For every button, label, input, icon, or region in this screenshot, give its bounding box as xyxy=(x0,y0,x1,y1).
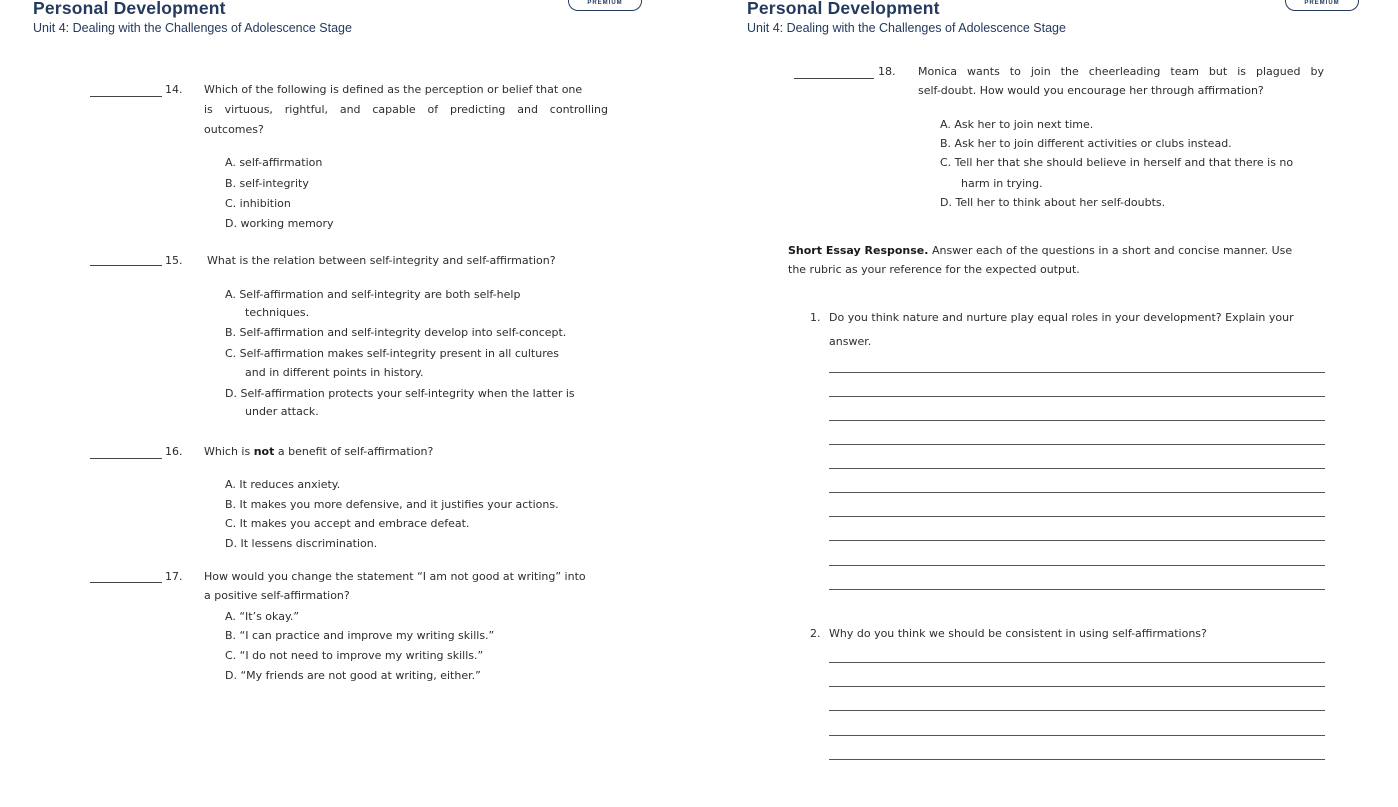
essay-question: Do you think nature and nurture play equal roles in your development? Explain your xyxy=(829,311,1294,324)
answer-blank[interactable] xyxy=(90,265,162,266)
option-a: A. It reduces anxiety. xyxy=(225,478,341,491)
question-number: 14. xyxy=(165,83,183,96)
page-title: Personal Development xyxy=(33,0,226,18)
option-b: B. Self-affirmation and self-integrity develop into self-concept. xyxy=(225,326,567,339)
option-c-cont: harm in trying. xyxy=(961,177,1043,190)
option-a: A. Ask her to join next time. xyxy=(940,118,1094,131)
premium-badge: PREMIUM xyxy=(1285,0,1359,11)
answer-line[interactable] xyxy=(829,516,1325,517)
answer-line[interactable] xyxy=(829,565,1325,566)
unit-subtitle: Unit 4: Dealing with the Challenges of Adolescence Stage xyxy=(747,21,1066,35)
option-c: C. inhibition xyxy=(225,197,291,210)
question-text: Monica wants to join the cheerleading team but is plagued by xyxy=(918,65,1324,78)
essay-instructions: the rubric as your reference for the expected output. xyxy=(788,263,1080,276)
question-text: How would you change the statement “I am not good at writing” into xyxy=(204,570,586,583)
answer-line[interactable] xyxy=(829,735,1325,736)
option-b: B. Ask her to join different activities or clubs instead. xyxy=(940,137,1232,150)
right-page xyxy=(700,0,1398,807)
answer-line[interactable] xyxy=(829,420,1325,421)
essay-question: Why do you think we should be consistent in using self-affirmations? xyxy=(829,627,1207,640)
answer-line[interactable] xyxy=(829,710,1325,711)
answer-line[interactable] xyxy=(829,589,1325,590)
unit-subtitle: Unit 4: Dealing with the Challenges of Adolescence Stage xyxy=(33,21,352,35)
answer-blank[interactable] xyxy=(90,96,162,97)
premium-badge: PREMIUM xyxy=(568,0,642,11)
option-d: D. Tell her to think about her self-doubts. xyxy=(940,196,1166,209)
answer-blank[interactable] xyxy=(90,582,162,583)
essay-number: 1. xyxy=(810,311,821,324)
question-text: is virtuous, rightful, and capable of predicting and controlling xyxy=(204,103,608,116)
option-a: A. self-affirmation xyxy=(225,156,323,169)
answer-blank[interactable] xyxy=(794,78,874,79)
question-number: 17. xyxy=(165,570,183,583)
option-a-cont: techniques. xyxy=(245,306,310,319)
option-c: C. “I do not need to improve my writing skills.” xyxy=(225,649,484,662)
question-number: 15. xyxy=(165,254,183,267)
option-c: C. It makes you accept and embrace defeat. xyxy=(225,517,470,530)
question-text: outcomes? xyxy=(204,123,264,136)
answer-line[interactable] xyxy=(829,540,1325,541)
essay-question: answer. xyxy=(829,335,872,348)
question-text: Which of the following is defined as the perception or belief that one xyxy=(204,83,583,96)
option-d: D. It lessens discrimination. xyxy=(225,537,378,550)
answer-line[interactable] xyxy=(829,372,1325,373)
option-a: A. “It’s okay.” xyxy=(225,610,300,623)
answer-line[interactable] xyxy=(829,444,1325,445)
option-d-cont: under attack. xyxy=(245,405,319,418)
option-b: B. self-integrity xyxy=(225,177,309,190)
option-d: D. working memory xyxy=(225,217,334,230)
answer-line[interactable] xyxy=(829,468,1325,469)
answer-line[interactable] xyxy=(829,396,1325,397)
question-text: Which is not a benefit of self-affirmation? xyxy=(204,445,434,458)
option-c-cont: and in different points in history. xyxy=(245,366,424,379)
option-a: A. Self-affirmation and self-integrity are both self-help xyxy=(225,288,521,301)
answer-line[interactable] xyxy=(829,492,1325,493)
question-text: a positive self-affirmation? xyxy=(204,589,350,602)
answer-line[interactable] xyxy=(829,759,1325,760)
answer-line[interactable] xyxy=(829,686,1325,687)
option-d: D. “My friends are not good at writing, either.” xyxy=(225,669,481,682)
question-text: self-doubt. How would you encourage her through affirmation? xyxy=(918,84,1264,97)
option-b: B. “I can practice and improve my writing skills.” xyxy=(225,629,495,642)
option-c: C. Tell her that she should believe in herself and that there is no xyxy=(940,156,1294,169)
answer-line[interactable] xyxy=(829,662,1325,663)
essay-number: 2. xyxy=(810,627,821,640)
option-c: C. Self-affirmation makes self-integrity present in all cultures xyxy=(225,347,559,360)
question-number: 16. xyxy=(165,445,183,458)
option-d: D. Self-affirmation protects your self-integrity when the latter is xyxy=(225,387,575,400)
option-b: B. It makes you more defensive, and it justifies your actions. xyxy=(225,498,559,511)
essay-instructions: Short Essay Response. Answer each of the questions in a short and concise manner. Use xyxy=(788,244,1293,257)
question-number: 18. xyxy=(878,65,896,78)
answer-blank[interactable] xyxy=(90,458,162,459)
question-text: What is the relation between self-integrity and self-affirmation? xyxy=(207,254,556,267)
page-title: Personal Development xyxy=(747,0,940,18)
